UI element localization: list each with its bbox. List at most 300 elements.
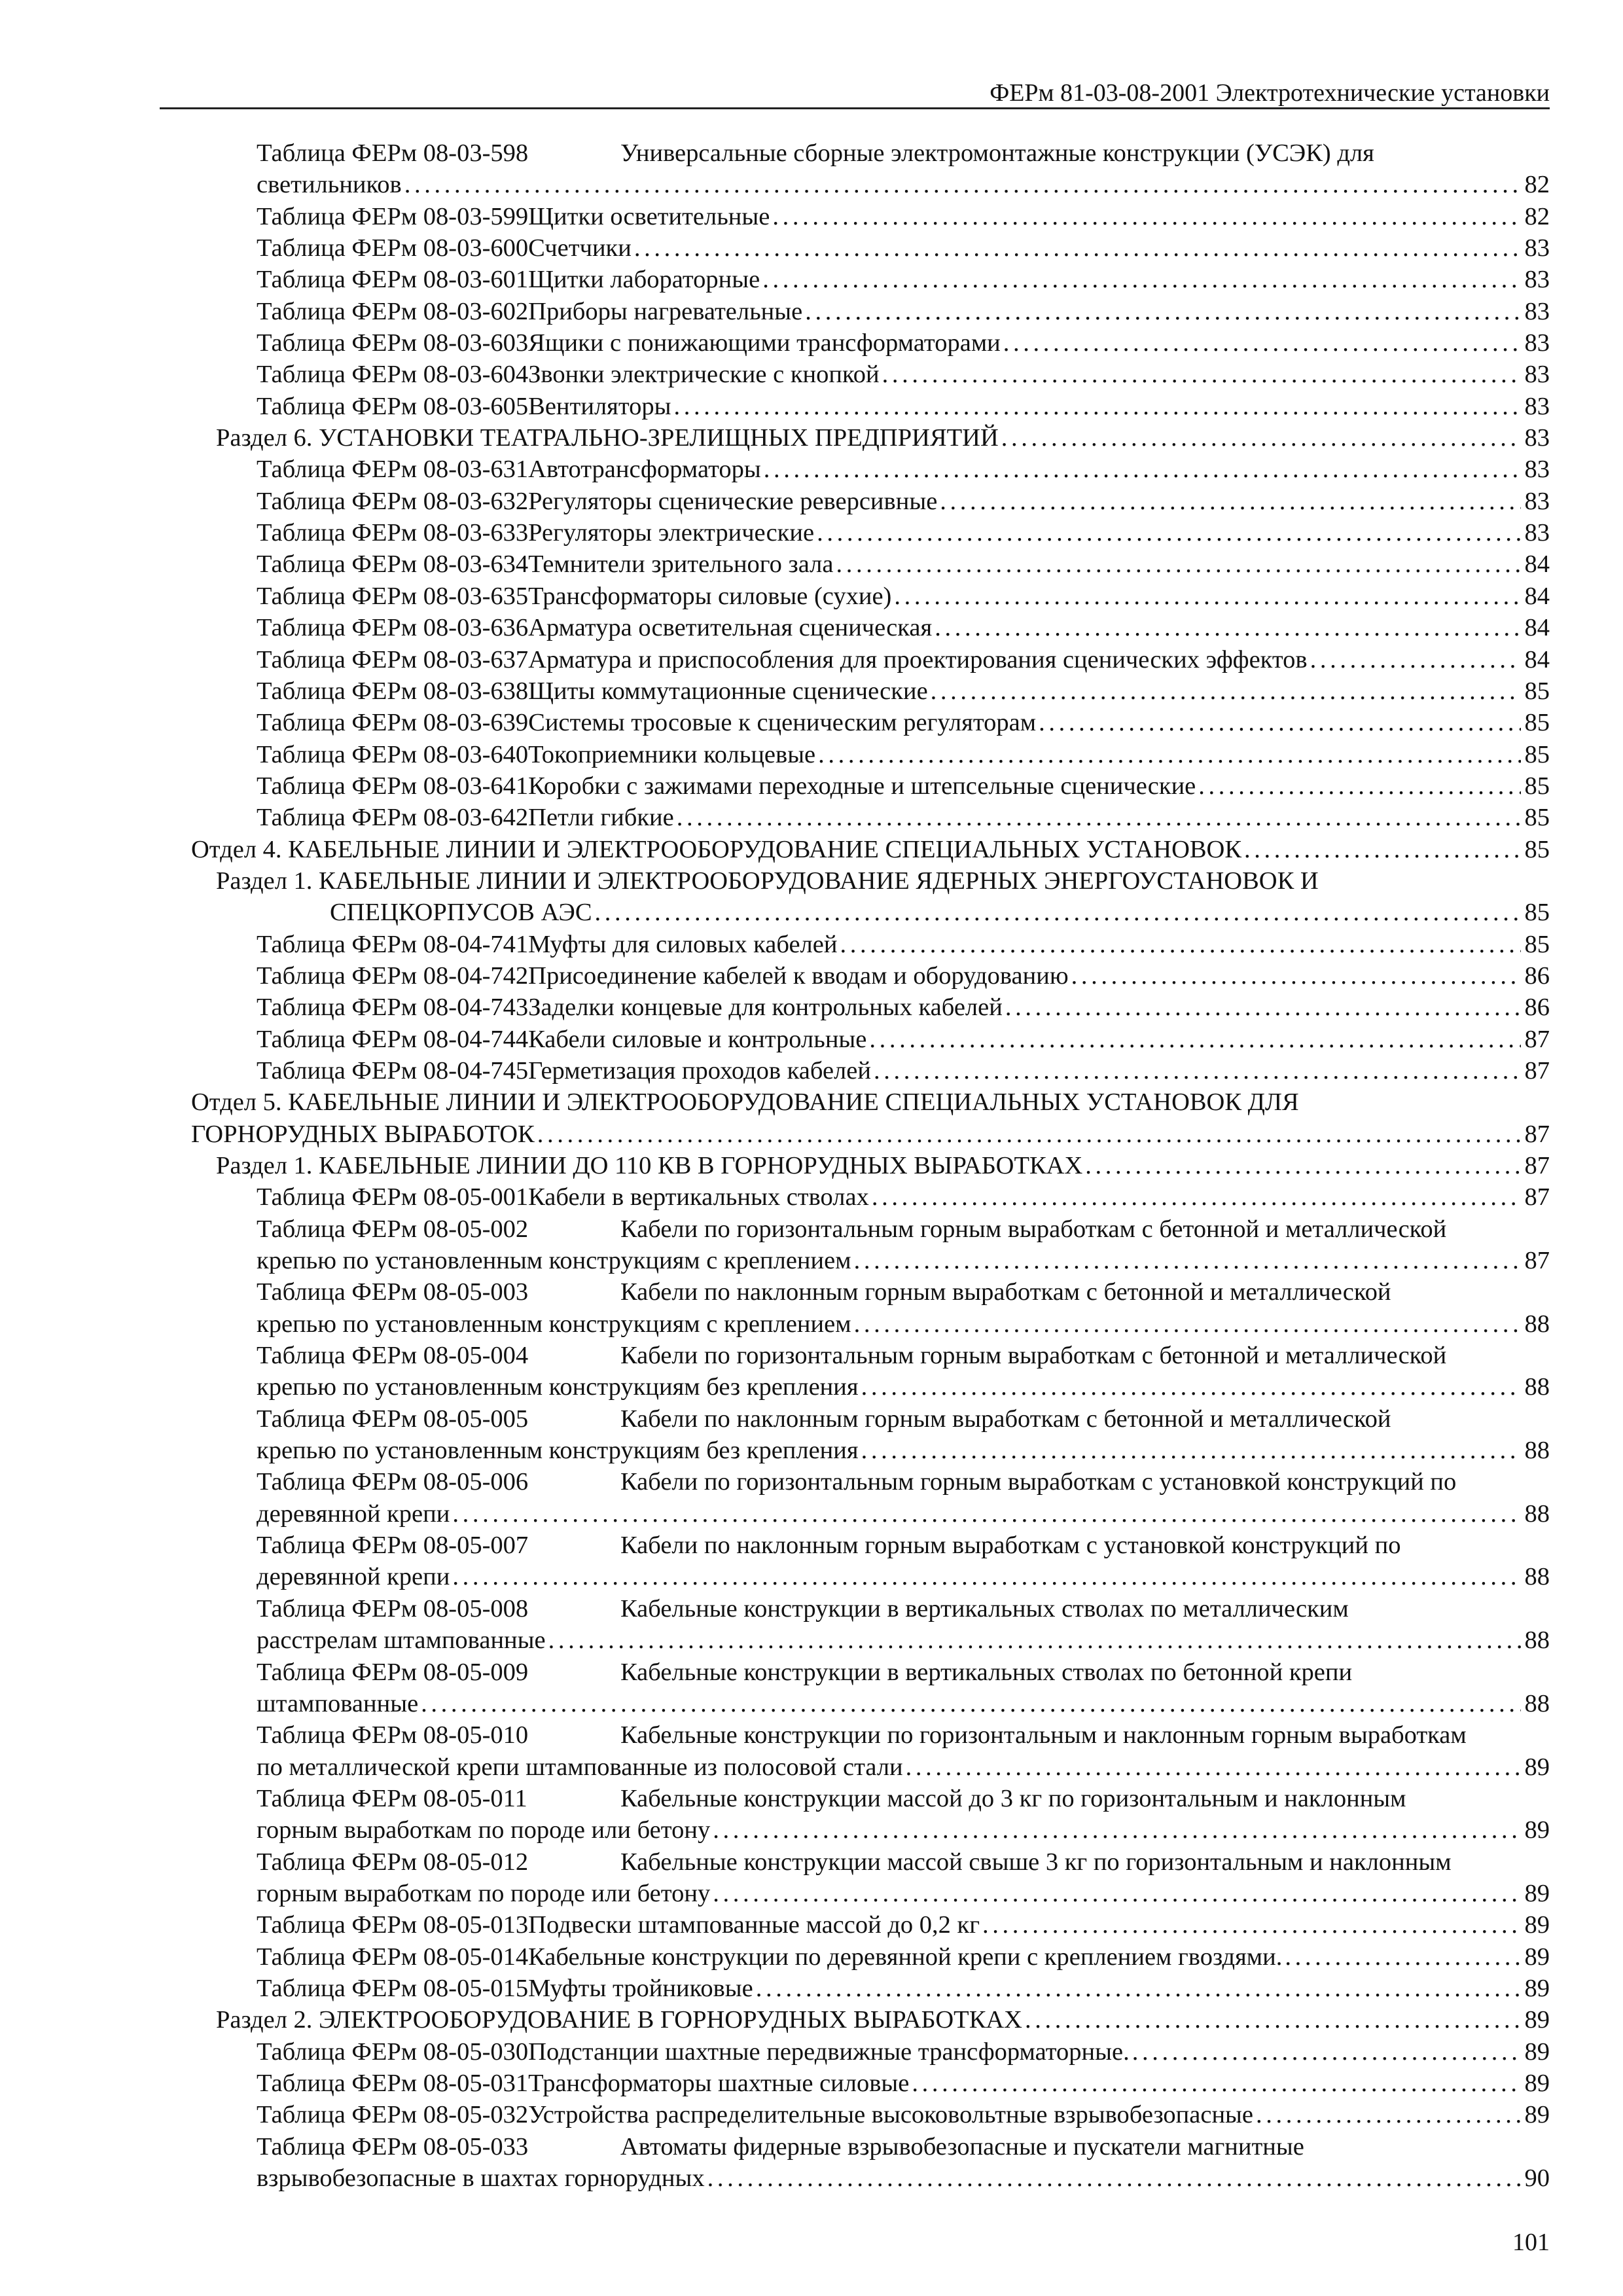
toc-title-continued: горным выработкам по породе или бетону [257,1816,711,1844]
toc-line [191,739,1550,770]
toc-page-number: 89 [1524,2101,1550,2129]
toc-title-continued: крепью по установленным конструкциям с креплением [257,1247,851,1275]
toc-page-number: 90 [1524,2164,1550,2192]
toc-title: Звонки электрические с кнопкой [528,361,880,389]
toc-table-code: Таблица ФЕРм 08-04-744 [257,1025,529,1053]
toc-table-code: Таблица ФЕРм 08-03-631 [257,456,529,484]
toc-table-code: Таблица ФЕРм 08-05-009 [257,1658,529,1686]
toc-line [191,2099,1550,2130]
toc-line [191,612,1550,643]
toc-page-number: 85 [1524,804,1550,832]
toc-page-number: 83 [1524,361,1550,389]
toc-title: Кабельные конструкции в вертикальных стволах по бетонной крепи [620,1658,1353,1686]
toc-line [191,960,1550,992]
dot-leader [861,1435,1521,1466]
toc-line [191,486,1550,517]
toc-page-number: 88 [1524,1373,1550,1401]
toc-table-code: Таблица ФЕРм 08-03-642 [257,804,529,832]
dot-leader [548,1624,1521,1656]
toc-page-number: 86 [1524,961,1550,990]
toc-title: Муфты тройниковые [528,1974,753,2002]
toc-entry-table[interactable] [191,1973,1550,2004]
toc-line [191,675,1550,707]
toc-line [191,1657,1550,1688]
toc-line [191,359,1550,390]
toc-line [191,201,1550,232]
toc-title: Кабельные конструкции массой до 3 кг по горизонтальным и наклонным [620,1784,1406,1812]
toc-page-number: 88 [1524,1626,1550,1655]
toc-table-code: Таблица ФЕРм 08-03-600 [257,234,529,262]
toc-entry-table[interactable] [191,2068,1550,2099]
toc-title: Кабели по горизонтальным горным выработкам с установкой конструкций по [620,1468,1457,1496]
toc-page-number: 85 [1524,740,1550,768]
toc-table-code: Таблица ФЕРм 08-05-013 [257,1911,529,1939]
toc-entry-table[interactable] [191,992,1550,1023]
toc-line [191,1530,1550,1561]
toc-entry-table[interactable] [191,486,1550,517]
toc-entry-razdel[interactable] [191,2004,1550,2036]
toc-line [191,770,1550,802]
dot-leader [762,264,1520,295]
toc-entry-table[interactable] [191,296,1550,327]
toc-title: Раздел 1. КАБЕЛЬНЫЕ ЛИНИИ ДО 110 КВ В ГОРНОРУДНЫХ ВЫРАБОТКАХ [216,1152,1083,1179]
toc-line [191,834,1550,865]
toc-line [191,1783,1550,1814]
toc-page-number: 84 [1524,614,1550,642]
toc-page-number: 84 [1524,645,1550,673]
toc-line [191,1055,1550,1086]
toc-line-continued [191,1814,1550,1846]
toc-entry-table[interactable] [191,1657,1550,1720]
toc-line [191,454,1550,485]
toc-line-continued [191,169,1550,200]
toc-page-number: 87 [1524,1120,1550,1148]
toc-line [191,644,1550,675]
toc-page-number: 89 [1524,2006,1550,2034]
toc-table-code: Таблица ФЕРм 08-05-014 [257,1943,529,1971]
toc-title-continued: по металлической крепи штампованные из полосовой стали [257,1753,903,1781]
toc-entry-table[interactable] [191,770,1550,802]
toc-title: Кабели по наклонным горным выработкам с установкой конструкций по [620,1532,1401,1560]
toc-table-code: Таблица ФЕРм 08-03-635 [257,582,529,610]
toc-line [191,2068,1550,2099]
toc-line [191,992,1550,1023]
dot-leader [713,1814,1520,1846]
toc-entry-razdel[interactable] [191,865,1550,929]
toc-page-number: 83 [1524,266,1550,294]
toc-page-number: 89 [1524,1753,1550,1781]
dot-leader [854,1245,1521,1276]
toc-line [191,548,1550,580]
toc-table-code: Таблица ФЕРм 08-05-032 [257,2101,529,2129]
dot-leader [805,296,1520,327]
toc-entry-table[interactable] [191,1024,1550,1055]
toc-title-continued: СПЕЦКОРПУСОВ АЭС [330,899,592,927]
toc-entry-otdel[interactable] [191,834,1550,865]
toc-line [191,1846,1550,1878]
toc-line [191,232,1550,264]
toc-title: Подвески штампованные массой до 0,2 кг [528,1911,980,1939]
toc-title: Подстанции шахтные передвижные трансформаторные. [528,2037,1130,2066]
toc-line [191,137,1550,169]
toc-table-code: Таблица ФЕРм 08-03-633 [257,519,529,547]
toc-entry-table[interactable] [191,739,1550,770]
toc-entry-table[interactable] [191,1213,1550,1277]
toc-table-code: Таблица ФЕРм 08-05-008 [257,1594,529,1623]
toc-title: Трансформаторы силовые (сухие) [528,582,892,610]
toc-line-continued [191,897,1550,928]
dot-leader [1310,644,1521,675]
toc-title: Щитки осветительные [528,202,770,230]
toc-entry-table[interactable] [191,802,1550,833]
toc-entry-table[interactable] [191,1403,1550,1467]
toc-entry-table[interactable] [191,1846,1550,1910]
toc-title: Универсальные сборные электромонтажные конструкции (УСЭК) для [620,139,1374,167]
toc-page-number: 89 [1524,1943,1550,1971]
toc-line [191,1909,1550,1941]
toc-title-continued: крепью по установленным конструкциям без крепления [257,1373,859,1401]
toc-title: Кабельные конструкции массой свыше 3 кг по горизонтальным и наклонным [620,1848,1452,1876]
toc-table-code: Таблица ФЕРм 08-05-012 [257,1848,529,1876]
toc-line [191,1719,1550,1751]
toc-title: Вентиляторы [528,392,671,420]
dot-leader [772,201,1520,232]
toc-title: Заделки концевые для контрольных кабелей [528,994,1003,1022]
toc-title: Раздел 6. УСТАНОВКИ ТЕАТРАЛЬНО-ЗРЕЛИЩНЫХ ПРЕДПРИЯТИЙ [216,424,999,452]
toc-table-code: Таблица ФЕРм 08-05-002 [257,1215,529,1243]
dot-leader [756,1973,1521,2004]
dot-leader [869,1024,1520,1055]
toc-line-continued [191,1751,1550,1783]
toc-title: Кабельные конструкции по горизонтальным и наклонным горным выработкам [620,1721,1467,1749]
dot-leader [1198,770,1520,802]
toc-table-code: Таблица ФЕРм 08-05-003 [257,1278,529,1306]
toc-table-code: Таблица ФЕРм 08-03-601 [257,266,529,294]
dot-leader [882,359,1521,390]
toc-title: Приборы нагревательные [528,297,803,325]
toc-line-continued [191,1245,1550,1276]
dot-leader [1003,327,1521,359]
toc-line-continued [191,1688,1550,1719]
toc-page-number: 86 [1524,994,1550,1022]
toc-table-code: Таблица ФЕРм 08-05-004 [257,1342,529,1370]
dot-leader [912,2068,1520,2099]
toc-title-continued: штампованные [257,1689,419,1717]
dot-leader [906,1751,1521,1783]
toc-entry-table[interactable] [191,1055,1550,1086]
toc-table-code: Таблица ФЕРм 08-03-598 [257,139,529,167]
toc-entry-table[interactable] [191,2131,1550,2195]
toc-table-code: Таблица ФЕРм 08-03-603 [257,329,529,357]
dot-leader [874,1055,1521,1086]
toc-entry-table[interactable] [191,675,1550,707]
toc-line [191,1024,1550,1055]
toc-page-number: 85 [1524,899,1550,927]
toc-page-number: 83 [1524,424,1550,452]
toc-title-continued: деревянной крепи [257,1563,450,1591]
toc-title: Кабели по горизонтальным горным выработкам с бетонной и металлической [620,1342,1447,1370]
toc-title: Темнители зрительного зала [528,550,834,579]
toc-entry-table[interactable] [191,1941,1550,1973]
toc-page-number: 87 [1524,1152,1550,1179]
toc-page-number: 89 [1524,2069,1550,2097]
toc-title: Герметизация проходов кабелей [528,1056,871,1085]
toc-line-continued [191,1308,1550,1340]
toc-line [191,391,1550,422]
table-of-contents [191,137,1550,2194]
toc-title-continued: крепью по установленным конструкциям без крепления [257,1437,859,1465]
toc-page-number: 88 [1524,1499,1550,1528]
toc-title-continued: светильников [257,171,402,199]
toc-title-continued: взрывобезопасные в шахтах горнорудных [257,2164,705,2192]
dot-leader [707,2162,1521,2194]
toc-page-number: 87 [1524,1183,1550,1211]
toc-title: Присоединение кабелей к вводам и оборудованию [528,961,1069,990]
toc-line-continued [191,1435,1550,1466]
toc-page-number: 82 [1524,202,1550,230]
toc-entry-table[interactable] [191,232,1550,264]
toc-title: Кабели по наклонным горным выработкам с бетонной и металлической [620,1405,1391,1433]
toc-title-continued: горным выработкам по породе или бетону [257,1879,711,1907]
dot-leader [840,929,1520,960]
toc-page-number: 87 [1524,1056,1550,1085]
toc-title: Щитки лабораторные [528,266,760,294]
toc-line [191,1941,1550,1973]
toc-entry-table[interactable] [191,391,1550,422]
toc-entry-table[interactable] [191,1466,1550,1530]
toc-page-number: 88 [1524,1563,1550,1591]
toc-table-code: Таблица ФЕРм 08-03-605 [257,392,529,420]
toc-line [191,1181,1550,1213]
toc-entry-razdel[interactable] [191,422,1550,454]
toc-line [191,1150,1550,1181]
toc-line [191,264,1550,295]
page-number: 101 [1512,2229,1550,2256]
dot-leader [404,169,1521,200]
toc-table-code: Таблица ФЕРм 08-03-636 [257,614,529,642]
toc-title: Регуляторы сценические реверсивные [528,487,938,515]
toc-line [191,422,1550,454]
toc-line-continued [191,1371,1550,1403]
toc-line [191,1086,1550,1118]
toc-page-number: 89 [1524,1911,1550,1939]
toc-table-code: Таблица ФЕРм 08-05-031 [257,2069,529,2097]
toc-table-code: Таблица ФЕРм 08-03-604 [257,361,529,389]
dot-leader [764,454,1521,485]
toc-title: Раздел 1. КАБЕЛЬНЫЕ ЛИНИИ И ЭЛЕКТРООБОРУДОВАНИЕ ЯДЕРНЫХ ЭНЕРГОУСТАНОВОК И [216,867,1319,895]
toc-entry-table[interactable] [191,929,1550,960]
toc-table-code: Таблица ФЕРм 08-05-001 [257,1183,529,1211]
page-header-title: ФЕРм 81-03-08-2001 Электротехнические установки [990,79,1550,107]
toc-title: Арматура осветительная сценическая [528,614,933,642]
toc-entry-table[interactable] [191,1593,1550,1657]
toc-page-number: 85 [1524,772,1550,800]
toc-entry-table[interactable] [191,517,1550,548]
toc-title: Регуляторы электрические [528,519,815,547]
toc-entry-table[interactable] [191,1719,1550,1783]
toc-line-continued [191,1119,1550,1150]
toc-page-number: 83 [1524,487,1550,515]
toc-table-code: Таблица ФЕРм 08-05-033 [257,2132,529,2161]
toc-line-continued [191,1878,1550,1909]
toc-entry-table[interactable] [191,960,1550,992]
toc-page-number: 83 [1524,392,1550,420]
toc-line-continued [191,1624,1550,1656]
dot-leader [452,1498,1520,1530]
toc-title: Щиты коммутационные сценические [528,677,928,705]
toc-table-code: Таблица ФЕРм 08-04-743 [257,994,529,1022]
toc-entry-table[interactable] [191,1783,1550,1846]
toc-title: Ящики с понижающими трансформаторами [528,329,1001,357]
toc-line [191,929,1550,960]
toc-entry-otdel[interactable] [191,1086,1550,1150]
toc-entry-table[interactable] [191,2036,1550,2068]
toc-entry-table[interactable] [191,1340,1550,1403]
toc-title: Раздел 2. ЭЛЕКТРООБОРУДОВАНИЕ В ГОРНОРУДНЫХ ВЫРАБОТКАХ [216,2006,1022,2034]
toc-entry-table[interactable] [191,454,1550,485]
toc-page-number: 88 [1524,1310,1550,1338]
toc-entry-table[interactable] [191,581,1550,612]
toc-title-continued: расстрелам штампованные [257,1626,546,1655]
toc-entry-table[interactable] [191,1909,1550,1941]
toc-page-number: 88 [1524,1689,1550,1717]
toc-entry-table[interactable] [191,548,1550,580]
toc-entry-table[interactable] [191,1530,1550,1593]
toc-table-code: Таблица ФЕРм 08-05-005 [257,1405,529,1433]
toc-title: Кабельные конструкции в вертикальных стволах по металлическим [620,1594,1349,1623]
toc-title: Кабели по горизонтальным горным выработкам с бетонной и металлической [620,1215,1447,1243]
toc-title: Автотрансформаторы [528,456,761,484]
toc-page-number: 89 [1524,1816,1550,1844]
toc-line [191,581,1550,612]
toc-table-code: Таблица ФЕРм 08-05-011 [257,1784,527,1812]
toc-line [191,1973,1550,2004]
dot-leader [1071,960,1521,992]
toc-line [191,1593,1550,1624]
toc-table-code: Таблица ФЕРм 08-05-007 [257,1532,529,1560]
dot-leader [634,232,1521,264]
toc-page-number: 85 [1524,835,1550,863]
toc-entry-table[interactable] [191,359,1550,390]
toc-entry-table[interactable] [191,644,1550,675]
toc-line [191,517,1550,548]
toc-line-continued [191,1561,1550,1592]
dot-leader [674,391,1521,422]
toc-page-number: 89 [1524,2037,1550,2066]
toc-title: Отдел 4. КАБЕЛЬНЫЕ ЛИНИИ И ЭЛЕКТРООБОРУДОВАНИЕ СПЕЦИАЛЬНЫХ УСТАНОВОК [191,835,1242,863]
toc-page-number: 83 [1524,329,1550,357]
dot-leader [836,548,1520,580]
dot-leader [1005,992,1521,1023]
toc-title: Кабели по наклонным горным выработкам с бетонной и металлической [620,1278,1391,1306]
dot-leader [1085,1150,1520,1181]
toc-entry-table[interactable] [191,264,1550,295]
toc-page-number: 85 [1524,709,1550,737]
toc-line [191,802,1550,833]
dot-leader [1256,2099,1520,2130]
dot-leader [537,1119,1521,1150]
toc-page-number: 85 [1524,930,1550,958]
toc-entry-table[interactable] [191,1276,1550,1340]
toc-entry-table[interactable] [191,201,1550,232]
toc-table-code: Таблица ФЕРм 08-03-639 [257,709,529,737]
toc-entry-table[interactable] [191,1181,1550,1213]
dot-leader [854,1308,1521,1340]
toc-title: Трансформаторы шахтные силовые [528,2069,910,2097]
toc-line [191,2004,1550,2036]
toc-title: Устройства распределительные высоковольтные взрывобезопасные [528,2101,1254,2129]
toc-entry-table[interactable] [191,327,1550,359]
toc-entry-table[interactable] [191,707,1550,738]
toc-page-number: 83 [1524,456,1550,484]
dot-leader [677,802,1521,833]
toc-title: Коробки с зажимами переходные и штепсельные сценические [528,772,1196,800]
toc-page-number: 83 [1524,519,1550,547]
dot-leader [931,675,1521,707]
toc-entry-table[interactable] [191,2099,1550,2130]
toc-table-code: Таблица ФЕРм 08-04-742 [257,961,529,990]
toc-title: Счетчики [528,234,632,262]
toc-line [191,1403,1550,1435]
toc-page-number: 89 [1524,1974,1550,2002]
toc-table-code: Таблица ФЕРм 08-05-006 [257,1468,529,1496]
toc-entry-table[interactable] [191,137,1550,201]
dot-leader [982,1909,1520,1941]
toc-table-code: Таблица ФЕРм 08-05-010 [257,1721,529,1749]
toc-line-continued [191,2162,1550,2194]
dot-leader [1132,2036,1521,2068]
toc-table-code: Таблица ФЕРм 08-05-030 [257,2037,529,2066]
toc-title: Кабельные конструкции по деревянной крепи с креплением гвоздями. [528,1943,1283,1971]
toc-title: Кабели в вертикальных стволах [528,1183,869,1211]
toc-line-continued [191,1498,1550,1530]
toc-title: Арматура и приспособления для проектирования сценических эффектов [528,645,1308,673]
dot-leader [818,739,1520,770]
toc-table-code: Таблица ФЕРм 08-03-640 [257,740,529,768]
toc-table-code: Таблица ФЕРм 08-03-637 [257,645,529,673]
toc-line [191,327,1550,359]
toc-table-code: Таблица ФЕРм 08-03-599 [257,202,529,230]
toc-table-code: Таблица ФЕРм 08-03-602 [257,297,529,325]
toc-entry-razdel[interactable] [191,1150,1550,1181]
dot-leader [894,581,1520,612]
dot-leader [861,1371,1521,1403]
dot-leader [1285,1941,1520,1973]
toc-page-number: 87 [1524,1247,1550,1275]
dot-leader [935,612,1520,643]
dot-leader [1025,2004,1521,2036]
toc-entry-table[interactable] [191,612,1550,643]
toc-title: Токоприемники кольцевые [528,740,816,768]
toc-page-number: 82 [1524,171,1550,199]
toc-title-continued: крепью по установленным конструкциям с креплением [257,1310,851,1338]
toc-line [191,1213,1550,1245]
toc-line [191,865,1550,897]
dot-leader [1244,834,1520,865]
dot-leader [1039,707,1520,738]
toc-title: Системы тросовые к сценическим регуляторам [528,709,1037,737]
toc-table-code: Таблица ФЕРм 08-04-745 [257,1056,529,1085]
toc-title-continued: деревянной крепи [257,1499,450,1528]
dot-leader [421,1688,1520,1719]
dot-leader [595,897,1521,928]
toc-table-code: Таблица ФЕРм 08-05-015 [257,1974,529,2002]
toc-line [191,296,1550,327]
toc-table-code: Таблица ФЕРм 08-03-638 [257,677,529,705]
toc-title: Автоматы фидерные взрывобезопасные и пускатели магнитные [620,2132,1304,2161]
header-divider [160,107,1550,109]
toc-page-number: 84 [1524,550,1550,579]
